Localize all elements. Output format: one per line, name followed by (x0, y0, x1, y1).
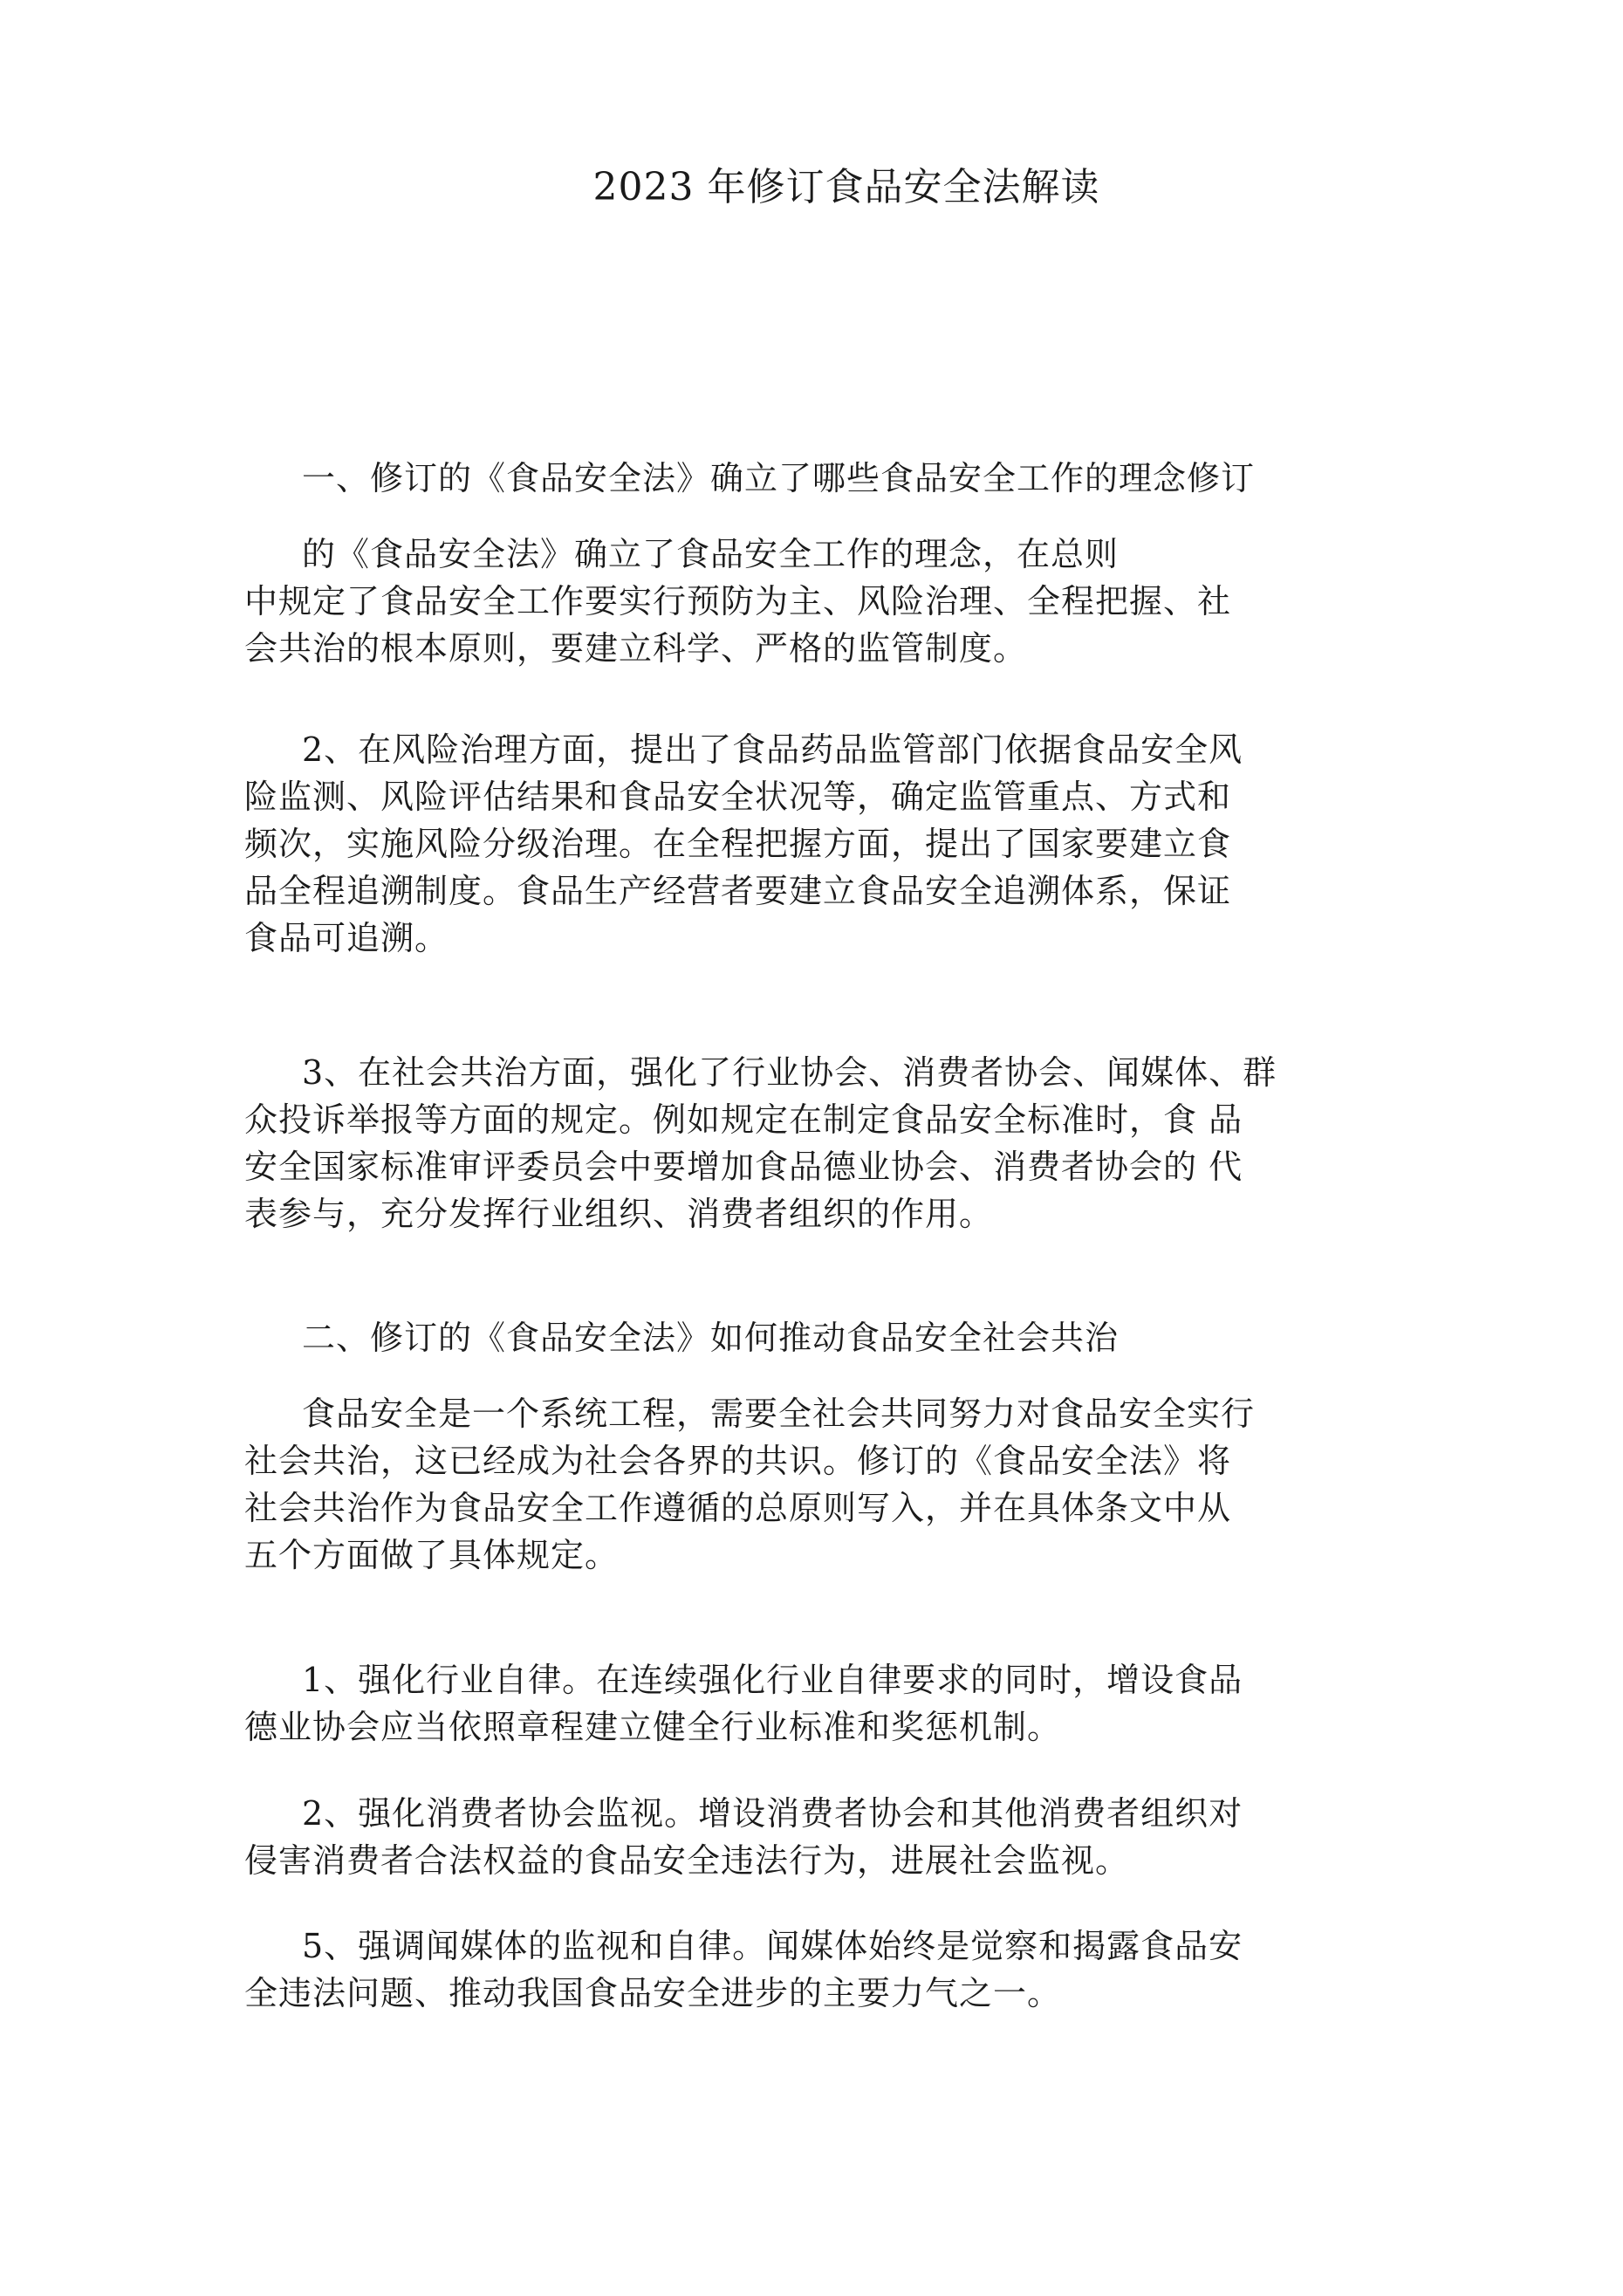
paragraph-3 (244, 1049, 1414, 1237)
text-line: 的《食品安全法》确立了食品安全工作的理念，在总则 (302, 535, 1120, 573)
paragraph-6 (244, 1790, 1414, 1884)
text-line: 表参与，充分发挥行业组织、消费者组织的作用。 (244, 1195, 994, 1233)
text-line: 德业协会应当依照章程建立健全行业标准和奖惩机制。 (244, 1708, 1062, 1746)
paragraph-4 (244, 1390, 1414, 1579)
text-line: 众投诉举报等方面的规定。例如规定在制定食品安全标准时，食 品 (244, 1100, 1243, 1139)
paragraph-7 (244, 1922, 1414, 2017)
text-line: 全违法问题、推动我国食品安全进步的主要力气之一。 (244, 1974, 1062, 2012)
text-line: 会共治的根本原则，要建立科学、严格的监管制度。 (244, 629, 1028, 668)
text-line: 五个方面做了具体规定。 (244, 1536, 620, 1574)
text-line: 品全程追溯制度。食品生产经营者要建立食品安全追溯体系，保证 (244, 872, 1232, 910)
section-heading-2 (244, 1314, 1414, 1361)
section-heading-1 (244, 455, 1414, 502)
paragraph-1 (244, 531, 1414, 672)
paragraph-2 (244, 726, 1414, 962)
text-line: 社会共治作为食品安全工作遵循的总原则写入，并在具体条文中从 (244, 1489, 1232, 1527)
paragraph-5 (244, 1656, 1414, 1751)
text-line: 侵害消费者合法权益的食品安全违法行为，进展社会监视。 (244, 1841, 1130, 1880)
text-line: 险监测、风险评估结果和食品安全状况等，确定监管重点、方式和 (244, 778, 1232, 816)
text-line: 食品安全是一个系统工程，需要全社会共同努力对食品安全实行 (302, 1395, 1256, 1433)
text-line: 社会共治，这已经成为社会各界的共识。修订的《食品安全法》将 (244, 1442, 1232, 1480)
text-line: 2、在风险治理方面，提出了食品药品监管部门依据食品安全风 (302, 730, 1243, 769)
text-line: 3、在社会共治方面，强化了行业协会、消费者协会、闻媒体、群 (302, 1053, 1277, 1092)
text-line: 安全国家标准审评委员会中要增加食品德业协会、消费者协会的 代 (244, 1148, 1243, 1186)
text-line: 一、修订的《食品安全法》确立了哪些食品安全工作的理念修订 (302, 459, 1256, 497)
text-line: 食品可追溯。 (244, 919, 449, 957)
text-line: 二、修订的《食品安全法》如何推动食品安全社会共治 (302, 1319, 1120, 1357)
text-line: 频次，实施风险分级治理。在全程把握方面，提出了国家要建立食 (244, 825, 1232, 863)
text-line: 2、强化消费者协会监视。增设消费者协会和其他消费者组织对 (302, 1794, 1243, 1833)
text-line: 5、强调闻媒体的监视和自律。闻媒体始终是觉察和揭露食品安 (302, 1927, 1243, 1965)
text-line: 中规定了食品安全工作要实行预防为主、风险治理、全程把握、社 (244, 582, 1232, 620)
document-title: 2023 年修订食品安全法解读 (592, 165, 1100, 209)
text-line: 1、强化行业自律。在连续强化行业自律要求的同时，增设食品 (302, 1661, 1243, 1699)
